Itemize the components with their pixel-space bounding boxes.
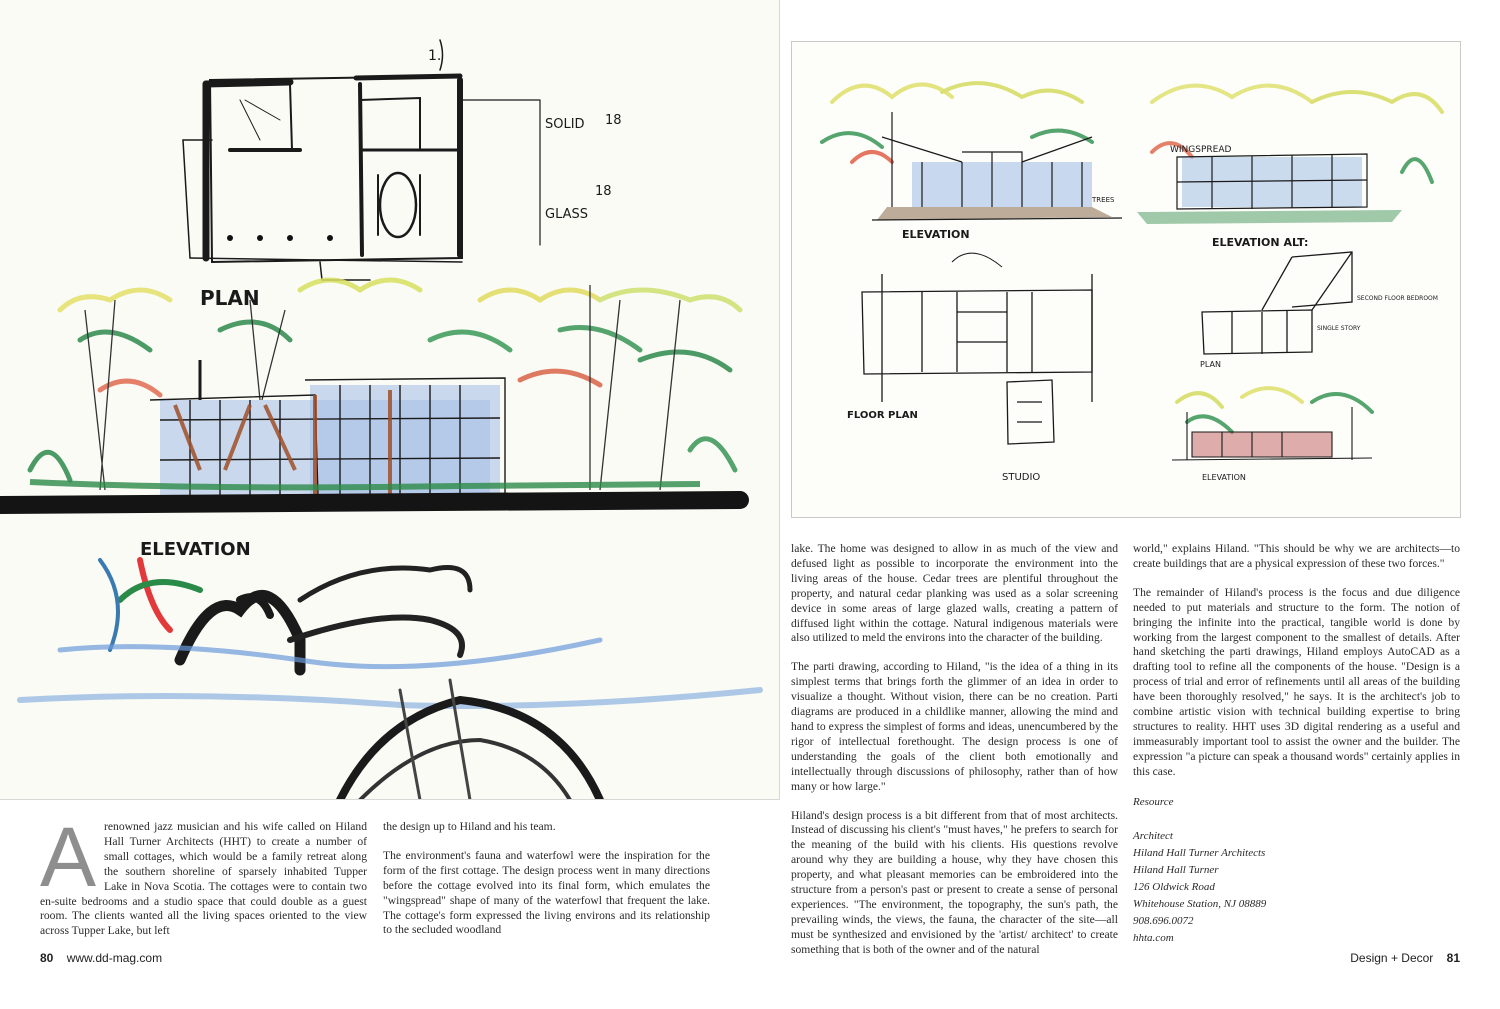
page-number-right: 81 [1446, 951, 1460, 965]
trees-label: TREES [1092, 196, 1115, 204]
article-column-1 [40, 810, 367, 939]
paragraph: The parti drawing, according to Hiland, "is the idea of a thing in its simplest terms that brings forth the glimmer of an idea in order to visualize a thought. Without vision, there can be no creation. Parti diagrams are produced in a childlike manner, allowing the mind and hand to express the simplest of forms and ideas, unencumbered by the rigor of intellectual forethought. The design process is one of understanding the goals of the client both emotionally and intellectually through discussions of philosophy, rather than of how many or how large." [791, 660, 1118, 793]
resource-line: Hiland Hall Turner Architects [1133, 846, 1266, 859]
bedroom-note-label: SECOND FLOOR BEDROOM [1357, 295, 1438, 302]
article-column-4 [1133, 542, 1460, 947]
article-column-3 [791, 542, 1118, 958]
elevation-alternatives-sketch [791, 41, 1461, 518]
paragraph: the design up to Hiland and his team. [383, 820, 556, 833]
article-column-2 [383, 820, 710, 938]
elevation-label: ELEVATION [902, 228, 970, 241]
wingspread-label: WINGSPREAD [1170, 145, 1232, 155]
studio-label: STUDIO [1002, 472, 1041, 483]
resource-line: Hiland Hall Turner [1133, 863, 1219, 876]
magazine-title: Design + Decor [1350, 951, 1434, 965]
resource-line: 908.696.0072 [1133, 914, 1194, 927]
paragraph: Hiland's design process is a bit different from that of most architects. Instead of discussing his client's "must haves," he prefers to search for the meaning of the build with his clients. His questions revolve around why they are building a house, why they have chosen this property, and what pleasant memories can be embroidered into the structure from a person's past or present to create a sense of personal experiences. "The environment, the topography, the sun's path, the prevailing winds, the views, the fauna, the character of the site—all must be synthesized and envisioned by the 'artist/ architect' to create something that is both of the owner and of the natural [791, 808, 1118, 956]
resource-line: 126 Oldwick Road [1133, 880, 1215, 893]
elevation-small-label: ELEVATION [1202, 473, 1246, 482]
single-story-label: SINGLE STORY [1317, 325, 1361, 332]
footer-right [1350, 951, 1460, 965]
plan-label: PLAN [200, 286, 260, 310]
paragraph: The environment's fauna and waterfowl were the inspiration for the form of the first cottage. The design process went in many directions before the cottage evolved into its final form, which emulates the "wingspread" shape of many of the waterfowl that frequent the lake. The cottage's form expressed the living environs and its relationship to the secluded woodland [383, 848, 710, 937]
elevation-alt-label: ELEVATION ALT: [1212, 236, 1309, 249]
resource-line: hhta.com [1133, 931, 1174, 944]
paragraph: renowned jazz musician and his wife called on Hiland Hall Turner Architects (HHT) to create a number of small cottages, which would be a family retreat along the southern shoreline of sparsely inhabited Tupper Lake in Nova Scotia. The cottages were to contain two en-suite bedrooms and a studio space that could double as a guest room. The clients wanted all the living spaces oriented to the view across Tupper Lake, but left [40, 820, 367, 938]
page-number-left: 80 [40, 951, 54, 965]
paragraph: The remainder of Hiland's process is the focus and due diligence needed to put materials and structure to the form. The notion of bringing the infinite into the practical, tangible world is done by working from the largest component to the smallest of details. After hand sketching the parti drawings, Hiland employs AutoCAD as a drafting tool to refine all the components of the house. "Design is a process of trial and error of refinements until all areas of the building have been thoroughly resolved," he says. It is the architect's job to combine artistic vision with technical building expertise to bring structures to reality. HHT uses 3D digital rendering as a useful and immeasurably important tool to assist the owner and the builder. The expression "a picture can speak a thousand words" certainly applies in this case. [1133, 585, 1460, 778]
plan-small-label: PLAN [1200, 360, 1221, 369]
corner-number: 1. [428, 48, 442, 64]
sketch-right-drawing [792, 42, 1460, 517]
paragraph: lake. The home was designed to allow in as much of the view and defused light as possible to incorporate the environment into the living areas of the house. Cedar trees are plentiful throughout the property, and natural cedar planking was used as a solar screening device in some areas of large glazed walls, creating a pattern of diffused light within the cottage. Natural indigenous materials were also utilized to meld the environs into the character of the building. [791, 542, 1118, 645]
drop-cap: A [40, 810, 97, 904]
elevation-label: ELEVATION [140, 539, 251, 560]
footer-left [40, 951, 162, 965]
resource-line: Architect [1133, 829, 1173, 842]
glass-number: 18 [595, 184, 612, 199]
solid-label: SOLID [545, 117, 585, 132]
resource-line: Whitehouse Station, NJ 08889 [1133, 897, 1267, 910]
resource-label: Resource [1133, 795, 1174, 808]
paragraph: world," explains Hiland. "This should be why we are architects—to create buildings that are a physical expression of these two forces." [1133, 542, 1460, 570]
resource-box [1133, 794, 1460, 947]
website-link[interactable]: www.dd-mag.com [66, 951, 163, 965]
glass-label: GLASS [545, 207, 589, 222]
sketch-left-drawing [0, 0, 779, 799]
plan-elevation-sketch [0, 0, 780, 800]
solid-number: 18 [605, 113, 622, 128]
floor-plan-label: FLOOR PLAN [847, 410, 918, 421]
